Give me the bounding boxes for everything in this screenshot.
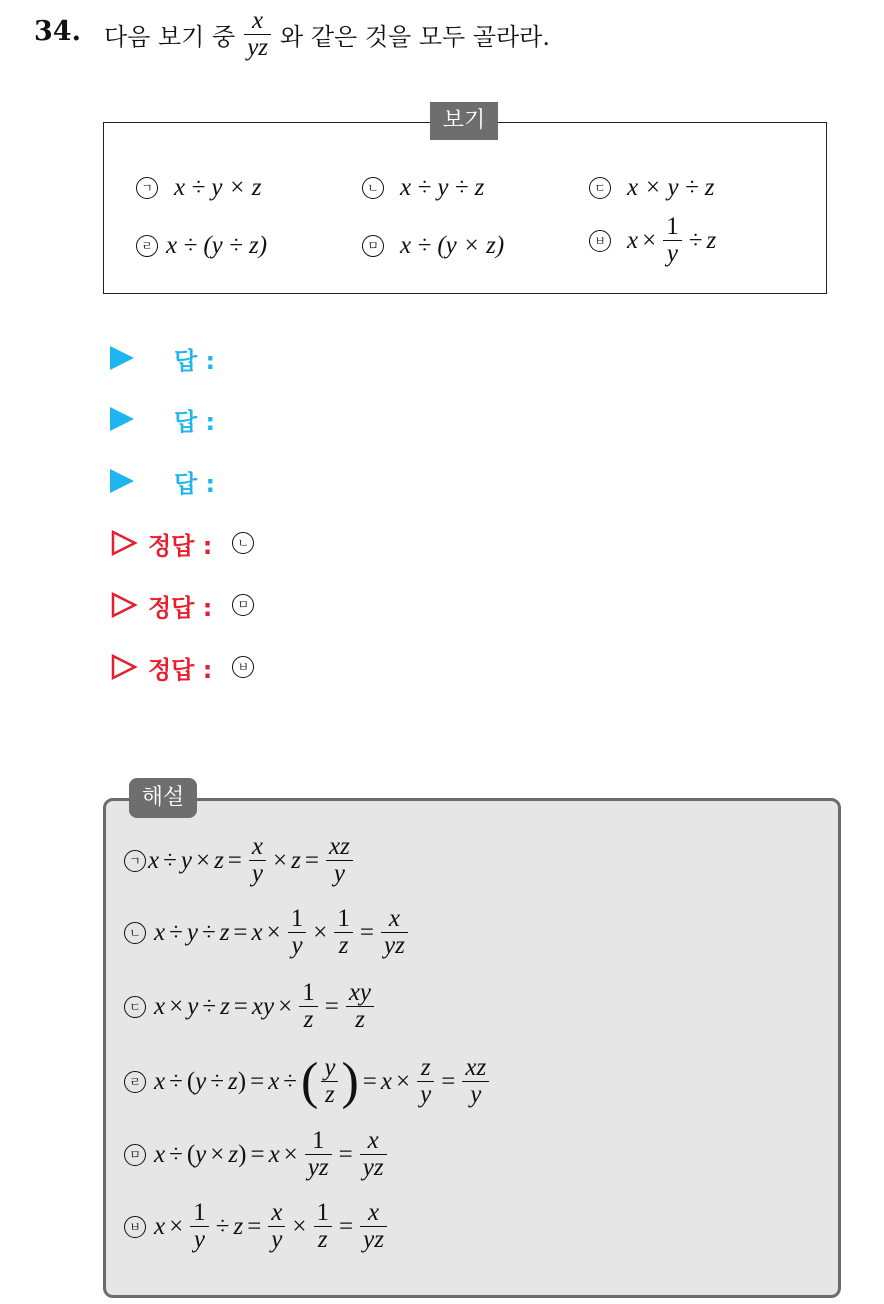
play-outline-icon	[110, 529, 138, 557]
solution-line-4: ㄹ x ÷ ( y ÷ z ) = x ÷ ( $\frac{y}{z}$ ) = x × $\frac{z}{y}$ = $\frac{xz}{y}$	[124, 1052, 492, 1111]
choice-marker-1: ㄱ	[136, 177, 158, 199]
correct-marker-3: ㅂ	[232, 656, 254, 678]
answer-label-3: 답 :	[174, 469, 216, 498]
play-outline-icon	[110, 653, 138, 681]
correct-label-2: 정답 :	[148, 593, 213, 622]
solution-label: 해설	[129, 778, 197, 818]
correct-marker-2: ㅁ	[232, 594, 254, 616]
bogi-label: 보기	[430, 102, 498, 140]
solution-marker-5: ㅁ	[124, 1144, 146, 1166]
question-fraction	[241, 8, 274, 62]
solution-marker-3: ㄷ	[124, 996, 146, 1018]
question-text-before: 다음 보기 중	[104, 23, 236, 52]
choice-expr-5: x ÷ (y × z)	[400, 232, 505, 259]
solution-marker-6: ㅂ	[124, 1216, 146, 1238]
correct-row-3	[110, 647, 262, 687]
choice-5	[362, 232, 504, 260]
answer-row-1	[110, 338, 215, 378]
choice-marker-4: ㄹ	[136, 235, 158, 257]
question-text	[104, 8, 550, 62]
question-fraction-den: yz	[244, 34, 271, 61]
question-number: 34.	[34, 16, 81, 47]
answer-label-2: 답 :	[174, 407, 216, 436]
choice-expr-4: x ÷ (y ÷ z)	[166, 232, 268, 259]
play-outline-icon	[110, 591, 138, 619]
question-text-after: 와 같은 것을 모두 골라라.	[280, 23, 550, 52]
bogi-box	[103, 122, 827, 294]
answer-label-1: 답 :	[174, 346, 216, 375]
choice-4	[136, 232, 267, 260]
choice-marker-6: ㅂ	[589, 230, 611, 252]
choice-marker-5: ㅁ	[362, 235, 384, 257]
choice-3	[589, 174, 715, 202]
solution-line-5: ㅁ x ÷ ( y × z ) = x × $\frac{1}{yz}$ = $\frac{x}{yz}$	[124, 1128, 390, 1182]
choice-expr-2: x ÷ y ÷ z	[400, 174, 485, 201]
correct-marker-1: ㄴ	[232, 532, 254, 554]
choice-2	[362, 174, 484, 202]
choice-6: ㅂ x × $\frac{1}{y}$ ÷ z	[589, 214, 716, 268]
solution-marker-2: ㄴ	[124, 922, 146, 944]
solution-marker-4: ㄹ	[124, 1071, 146, 1093]
correct-row-2	[110, 585, 262, 625]
correct-label-1: 정답 :	[148, 531, 213, 560]
solution-line-2: ㄴ x ÷ y ÷ z = x × $\frac{1}{y}$ × $\frac{1}{z}$ = $\frac{x}{yz}$	[124, 906, 411, 960]
correct-row-1	[110, 523, 262, 563]
answer-row-3	[110, 461, 215, 501]
choice-marker-2: ㄴ	[362, 177, 384, 199]
choice-expr-1: x ÷ y × z	[174, 174, 262, 201]
answer-row-2	[110, 399, 215, 439]
solution-line-1: ㄱ x ÷ y × z = $\frac{x}{y}$ × z = $\frac{xz}{y}$	[124, 834, 356, 888]
solution-line-6: ㅂ x × $\frac{1}{y}$ ÷ z = $\frac{x}{y}$ × $\frac{1}{z}$ = $\frac{x}{yz}$	[124, 1200, 390, 1254]
choice-1	[136, 174, 262, 202]
solution-marker-1: ㄱ	[124, 850, 146, 872]
solution-line-3: ㄷ x × y ÷ z = xy × $\frac{1}{z}$ = $\frac{xy}{z}$	[124, 980, 377, 1034]
choice-expr-3: x × y ÷ z	[627, 174, 715, 201]
correct-label-3: 정답 :	[148, 655, 213, 684]
play-icon	[110, 407, 134, 431]
question-fraction-num: x	[252, 7, 264, 34]
choice-marker-3: ㄷ	[589, 177, 611, 199]
play-icon	[110, 346, 134, 370]
play-icon	[110, 469, 134, 493]
